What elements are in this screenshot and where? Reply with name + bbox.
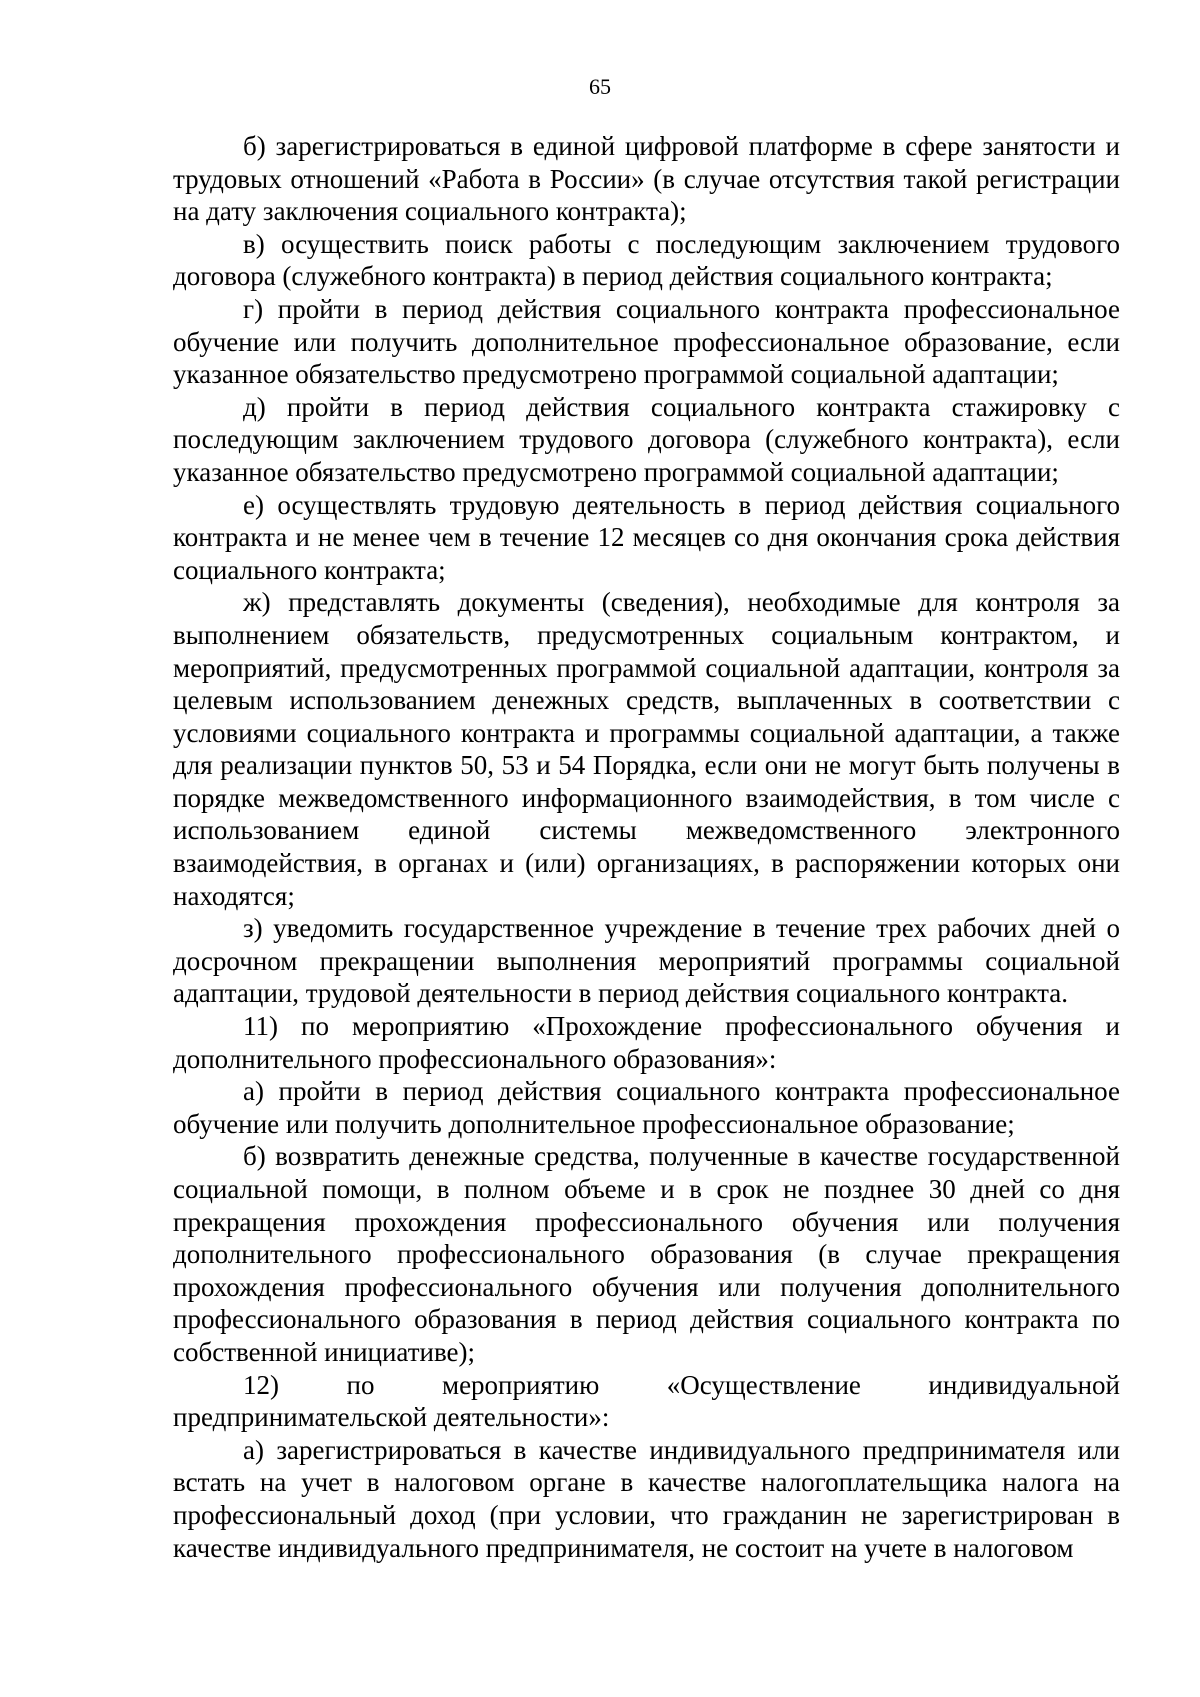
paragraph-item-11a-training: а) пройти в период действия социального контракта профессиональное обучение или получить дополнительное профессиональное образование; [173, 1076, 1120, 1139]
paragraph-item-12a-register: а) зарегистрироваться в качестве индивидуального предпринимателя или встать на учет в налоговом органе в качестве налогоплательщика налога на профессиональный доход (при условии, что гражданин не зарегистрирован в качестве индивидуального предпринимателя, не состоит на учете в налоговом [173, 1434, 1120, 1563]
document-body [173, 130, 1120, 1564]
paragraph-section-12: 12) по мероприятию «Осуществление индивидуальной предпринимательской деятельности»: [173, 1369, 1120, 1433]
paragraph-item-z-notify: з) уведомить государственное учреждение в течение трех рабочих дней о досрочном прекращении выполнения мероприятий программы социальной адаптации, трудовой деятельности в период действия социального контракта. [173, 913, 1120, 1009]
paragraph-item-zh-documents: ж) представлять документы (сведения), необходимые для контроля за выполнением обязательств, предусмотренных социальным контрактом, и мероприятий, предусмотренных программой социальной адаптации, контроля за целевым использованием денежных средств, выплаченных в соответствии с условиями социального контракта и программы социальной адаптации, а также для реализации пунктов 50, 53 и 54 Порядка, если они не могут быть получены в порядке межведомственного информационного взаимодействия, в том числе с использованием единой системы межведомственного электронного взаимодействия, в органах и (или) организациях, в распоряжении которых они находятся; [173, 587, 1120, 911]
page-number: 65 [589, 74, 611, 99]
paragraph-item-d-internship: д) пройти в период действия социального контракта стажировку с последующим заключением трудового договора (служебного контракта), если указанное обязательство предусмотрено программой социальной адаптации; [173, 391, 1120, 487]
paragraph-section-11: 11) по мероприятию «Прохождение профессионального обучения и дополнительного профессионального образования»: [173, 1011, 1120, 1074]
paragraph-item-v-job-search: в) осуществить поиск работы с последующим заключением трудового договора (служебного контракта) в период действия социального контракта; [173, 228, 1120, 292]
paragraph-item-e-employment: е) осуществлять трудовую деятельность в период действия социального контракта и не менее чем в течение 12 месяцев со дня окончания срока действия социального контракта; [173, 489, 1120, 585]
paragraph-item-11b-refund: б) возвратить денежные средства, полученные в качестве государственной социальной помощи, в полном объеме и в срок не позднее 30 дней со дня прекращения прохождения профессионального обучения или получения дополнительного профессионального образования (в случае прекращения прохождения профессионального обучения или получения дополнительного профессионального образования в период действия социального контракта по собственной инициативе); [173, 1141, 1120, 1367]
paragraph-item-b-register: б) зарегистрироваться в единой цифровой платформе в сфере занятости и трудовых отношений «Работа в России» (в случае отсутствия такой регистрации на дату заключения социального контракта); [173, 131, 1120, 227]
paragraph-item-g-training: г) пройти в период действия социального контракта профессиональное обучение или получить дополнительное профессиональное образование, если указанное обязательство предусмотрено программой социальной адаптации; [173, 293, 1120, 390]
